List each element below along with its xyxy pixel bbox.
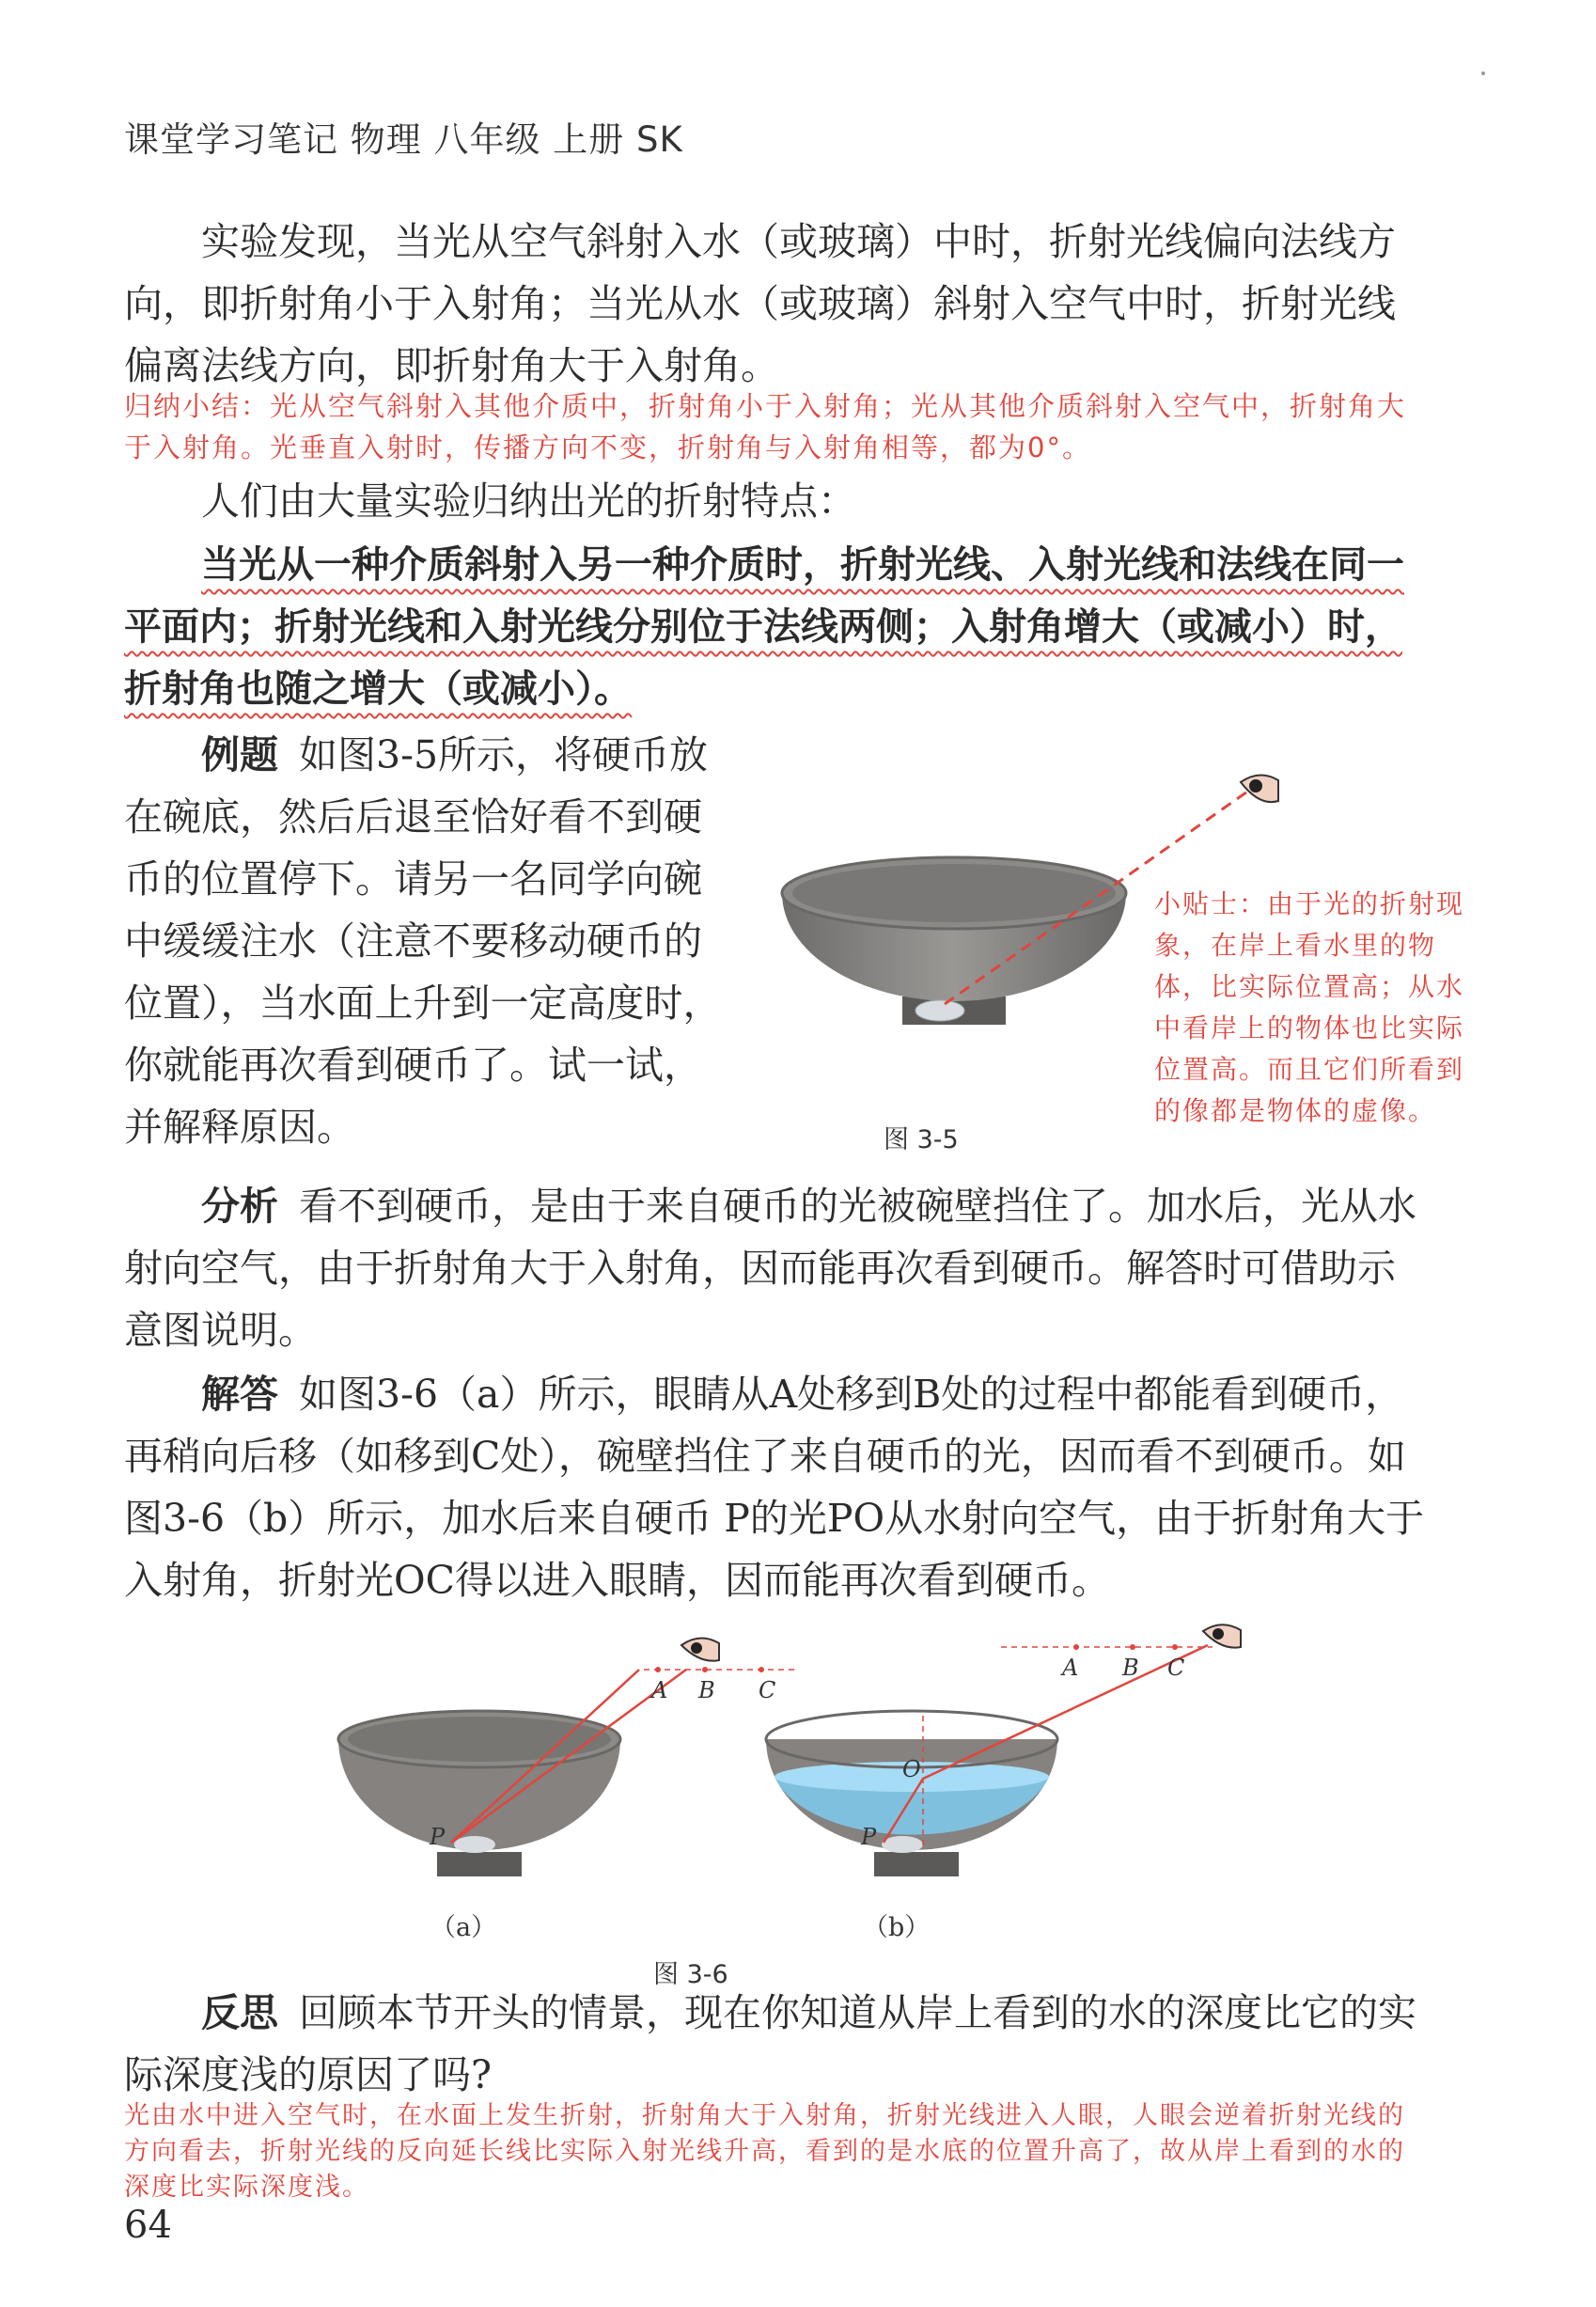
point-b-B bbox=[1130, 1644, 1135, 1650]
answer-block bbox=[124, 1363, 1431, 1611]
point-a bbox=[655, 1667, 661, 1672]
bowl-a-base bbox=[437, 1852, 522, 1876]
label-b-B: B bbox=[1122, 1655, 1139, 1681]
eye-a-pupil-icon bbox=[691, 1642, 702, 1654]
refraction-law bbox=[124, 534, 1431, 720]
page-number: 64 bbox=[124, 2204, 172, 2247]
analysis-label: 分析 bbox=[201, 1184, 278, 1229]
corner-dot bbox=[1481, 71, 1485, 75]
tip-note: 小贴士：由于光的折射现象，在岸上看水里的物体，比实际位置高；从水中看岸上的物体也比实际位置高。而且它们所看到的像都是物体的虚像。 bbox=[1154, 888, 1465, 1126]
reflection-label: 反思 bbox=[201, 1990, 278, 2035]
figure-3-6a bbox=[334, 1626, 822, 1908]
answer-label: 解答 bbox=[201, 1372, 278, 1417]
bowl-inside bbox=[792, 864, 1116, 922]
coin-b bbox=[882, 1836, 923, 1853]
figure-3-6-caption: 图 3-6 bbox=[653, 1960, 728, 1989]
reflection-text: 回顾本节开头的情景，现在你知道从岸上看到的水的深度比它的实际深度浅的原因了吗? bbox=[124, 1990, 1416, 2097]
figure-3-6b-caption: （b） bbox=[863, 1913, 931, 1942]
paragraph-intro: 人们由大量实验归纳出光的折射特点： bbox=[201, 479, 856, 524]
eye-pupil-icon bbox=[1249, 779, 1262, 793]
bowl-b-base bbox=[874, 1852, 959, 1876]
label-b-C: C bbox=[1167, 1655, 1185, 1681]
label-P-a: P bbox=[430, 1824, 446, 1850]
example-text: 如图3-5所示，将硬币放在碗底，然后后退至恰好看不到硬币的位置停下。请另一名同学向碗中缓缓注水（注意不要移动硬币的位置），当水面上升到一定高度时，你就能再次看到硬币了。试一试，并解释原因。 bbox=[124, 732, 722, 1150]
label-C: C bbox=[759, 1677, 776, 1703]
reflection-block bbox=[124, 1982, 1431, 2106]
summary-note: 归纳小结：光从空气斜射入其他介质中，折射角小于入射角；光从其他介质斜射入空气中，折射角大于入射角。光垂直入射时，传播方向不变，折射角与入射角相等，都为0°。 bbox=[124, 390, 1407, 463]
point-b bbox=[702, 1667, 708, 1672]
example-label: 例题 bbox=[201, 732, 278, 777]
refraction-law-text: 当光从一种介质斜射入另一种介质时，折射光线、入射光线和法线在同一平面内；折射光线和入射光线分别位于法线两侧；入射角增大（或减小）时，折射角也随之增大（或减小）。 bbox=[124, 543, 1404, 711]
figure-3-6b bbox=[761, 1626, 1288, 1908]
label-P-b: P bbox=[861, 1824, 877, 1850]
coin bbox=[915, 1000, 964, 1021]
figure-3-6a-caption: （a） bbox=[430, 1913, 497, 1942]
answer-text: 如图3-6（a）所示，眼睛从A处移到B处的过程中都能看到硬币，再稍向后移（如移到C处），碗壁挡住了来自硬币的光，因而看不到硬币。如图3-6（b）所示，加水后来自硬币 P的光PO从水射向空气，由于折射角大于入射角，折射光OC得以进入眼睛，因而能再次看到硬币。 bbox=[124, 1372, 1425, 1603]
point-b-A bbox=[1073, 1644, 1079, 1650]
point-b-C bbox=[1172, 1644, 1178, 1650]
coin-a bbox=[454, 1836, 495, 1853]
analysis-block bbox=[124, 1175, 1431, 1361]
eye-b-pupil-icon bbox=[1213, 1628, 1224, 1640]
example-block bbox=[124, 724, 726, 1158]
label-B: B bbox=[698, 1677, 715, 1703]
label-O: O bbox=[902, 1756, 921, 1782]
label-b-A: A bbox=[1062, 1655, 1079, 1681]
page-header: 课堂学习笔记 物理 八年级 上册 SK bbox=[124, 119, 683, 160]
label-A: A bbox=[651, 1677, 668, 1703]
figure-3-5-caption: 图 3-5 bbox=[884, 1125, 959, 1154]
analysis-text: 看不到硬币，是由于来自硬币的光被碗壁挡住了。加水后，光从水射向空气，由于折射角大于入射角，因而能再次看到硬币。解答时可借助示意图说明。 bbox=[124, 1184, 1416, 1353]
reflection-note: 光由水中进入空气时，在水面上发生折射，折射角大于入射角，折射光线进入人眼，人眼会逆着折射光线的方向看去，折射光线的反向延长线比实际入射光线升高，看到的是水底的位置升高了，故从岸上看到的水的深度比实际深度浅。 bbox=[124, 2101, 1405, 2202]
paragraph-experiment: 实验发现，当光从空气斜射入水（或玻璃）中时，折射光线偏向法线方向，即折射角小于入射角；当光从水（或玻璃）斜射入空气中时，折射光线偏离法线方向，即折射角大于入射角。 bbox=[124, 219, 1396, 388]
